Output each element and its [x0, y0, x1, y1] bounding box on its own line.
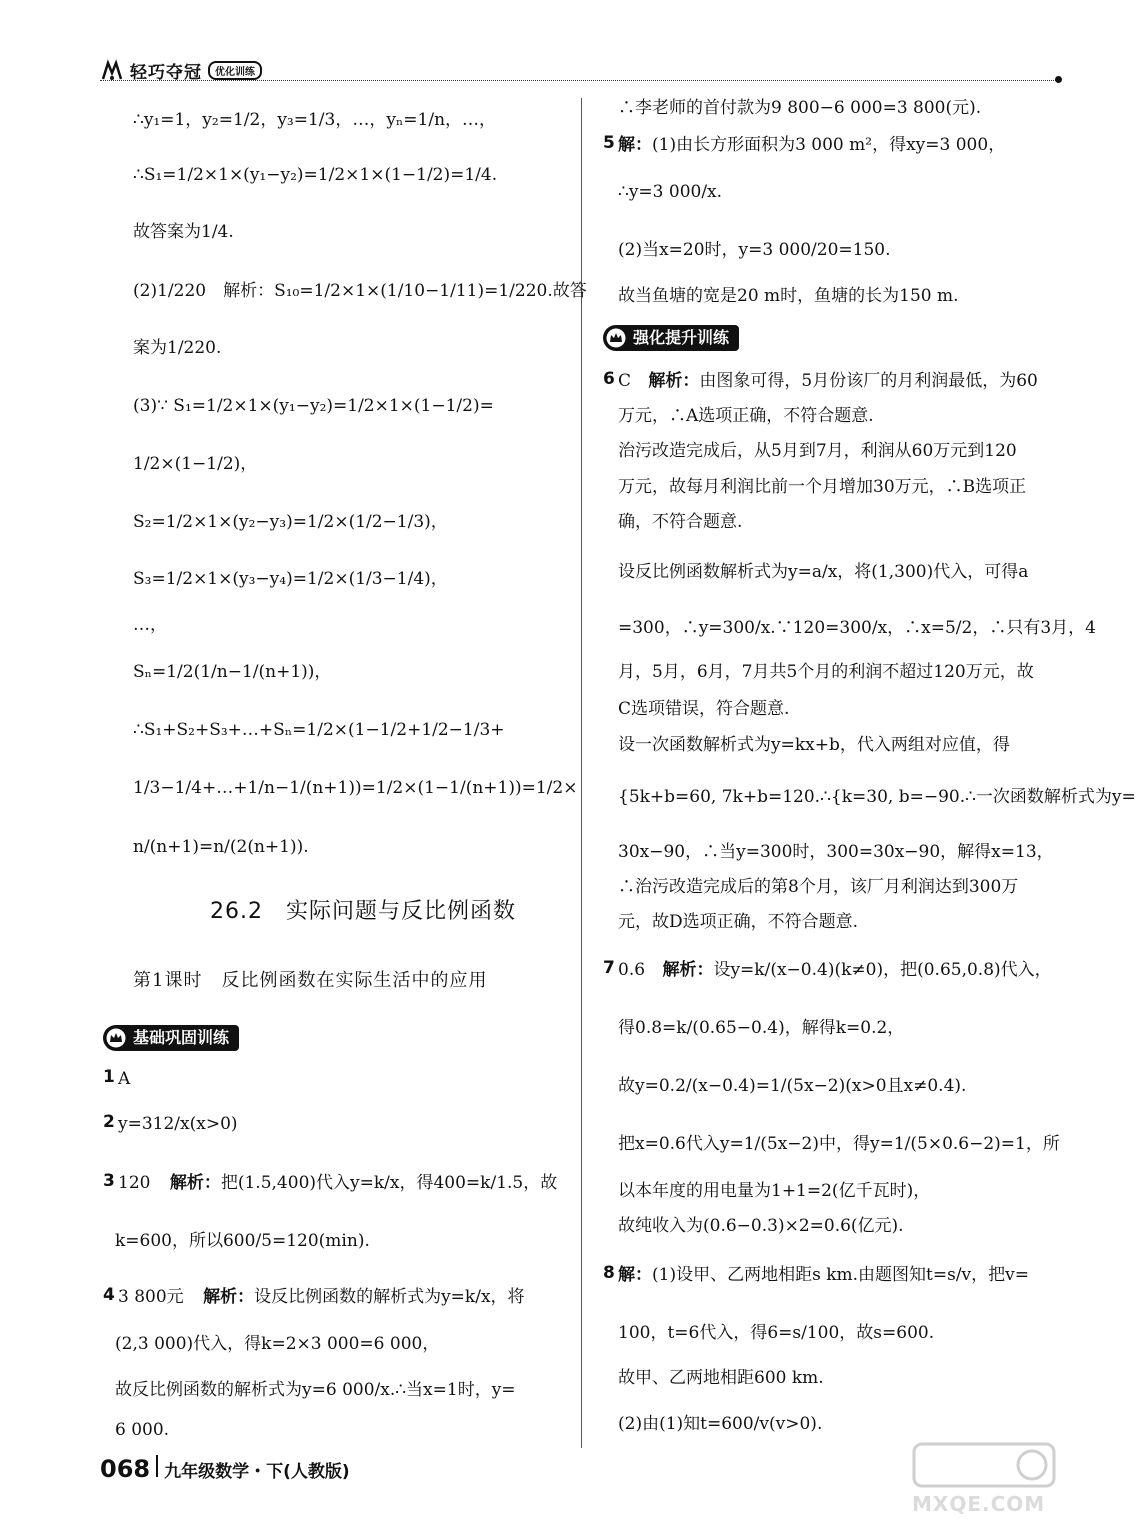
text-line: 确，不符合题意. — [618, 512, 743, 532]
text-line: n/(n+1)=n/(2(n+1)). — [133, 837, 309, 857]
tag-advanced-training — [603, 325, 739, 351]
answer-text: 把(1.5,400)代入y=k/x，得400=k/1.5，故 — [220, 1173, 558, 1193]
answer-value: 120 — [118, 1173, 151, 1193]
answer-number: 8 — [603, 1263, 615, 1283]
text-line: 得0.8=k/(0.65−0.4)，解得k=0.2， — [618, 1018, 905, 1038]
header-rule — [100, 80, 1060, 81]
answer-head — [118, 1171, 557, 1195]
text-line: ∴S₁+S₂+S₃+…+Sₙ=1/2×(1−1/2+1/2−1/3+ — [133, 720, 505, 740]
answer-head — [118, 1285, 525, 1309]
text-line: (2)1/220 解析：S₁₀=1/2×1×(1/10−1/11)=1/220.故答 — [133, 281, 587, 301]
text-line: 故答案为1/4. — [133, 222, 234, 242]
answer-number: 2 — [103, 1112, 115, 1132]
answer-head — [618, 369, 1038, 393]
text-line: k=600，所以600/5=120(min). — [115, 1231, 370, 1251]
lesson-title: 第1课时 反比例函数在实际生活中的应用 — [133, 970, 488, 991]
answer-text: 设y=k/(x−0.4)(k≠0)，把(0.65,0.8)代入， — [713, 960, 1052, 980]
tag-label: 强化提升训练 — [633, 328, 730, 347]
text-line: …， — [133, 615, 167, 635]
page-number: 068 — [100, 1455, 151, 1483]
answer-text: (1)由长方形面积为3 000 m²，得xy=3 000， — [652, 135, 1006, 155]
answer-number: 7 — [603, 958, 615, 978]
text-line: C选项错误，符合题意. — [618, 699, 790, 719]
text-line: ∴治污改造完成后的第8个月，该厂月利润达到300万 — [618, 877, 1019, 897]
text-line: 万元，∴A选项正确，不符合题意. — [618, 406, 874, 426]
text-line: 故当鱼塘的宽是20 m时，鱼塘的长为150 m. — [618, 286, 959, 306]
watermark-logo-icon — [912, 1440, 1062, 1490]
footer-divider — [156, 1455, 158, 1477]
crown-icon — [606, 328, 626, 348]
text-line: 万元，故每月利润比前一个月增加30万元，∴B选项正 — [618, 477, 1027, 497]
text-line: 1/3−1/4+…+1/n−1/(n+1))=1/2×(1−1/(n+1))=1/2× — [133, 778, 578, 798]
answer-text: A — [118, 1069, 131, 1089]
text-line: 月，5月，6月，7月共5个月的利润不超过120万元，故 — [618, 662, 1034, 682]
answer-text: (1)设甲、乙两地相距s km.由题图知t=s/v，把v= — [652, 1265, 1030, 1285]
text-line: ∴y=3 000/x. — [618, 182, 723, 202]
section-title: 26.2 实际问题与反比例函数 — [210, 899, 516, 924]
answer-number: 1 — [103, 1067, 115, 1087]
answer-value: 0.6 — [618, 960, 646, 980]
text-line: 30x−90，∴当y=300时，300=30x−90，解得x=13， — [618, 842, 1054, 862]
text-line: 治污改造完成后，从5月到7月，利润从60万元到120 — [618, 441, 1017, 461]
text-line: (3)∵ S₁=1/2×1×(y₁−y₂)=1/2×1×(1−1/2)= — [133, 396, 494, 416]
answer-head — [618, 958, 1052, 982]
header-dot — [1055, 76, 1062, 83]
page-header — [100, 58, 1060, 86]
book-title: 九年级数学・下(人教版) — [164, 1462, 350, 1482]
solution-keyword: 解： — [618, 135, 652, 155]
text-line: 1/2×(1−1/2)， — [133, 454, 258, 474]
text-line: 故y=0.2/(x−0.4)=1/(5x−2)(x>0且x≠0.4). — [618, 1076, 967, 1096]
answer-value: 3 800元 — [118, 1287, 184, 1307]
tag-label: 基础巩固训练 — [133, 1028, 230, 1047]
text-line: =300，∴y=300/x.∵120=300/x，∴x=5/2，∴只有3月，4 — [618, 618, 1096, 638]
answer-head — [618, 1263, 1029, 1287]
text-line: 元，故D选项正确，不符合题意. — [618, 912, 859, 932]
watermark-text: MXQE.COM — [912, 1492, 1046, 1516]
text-line: 设反比例函数解析式为y=a/x，将(1,300)代入，可得a — [618, 562, 1029, 582]
brand-subtitle: 优化训练 — [208, 61, 262, 80]
tag-basic-training — [103, 1025, 239, 1051]
answer-head — [618, 133, 1005, 157]
text-line: 故反比例函数的解析式为y=6 000/x.∴当x=1时，y= — [115, 1380, 516, 1400]
text-line: (2)由(1)知t=600/v(v>0). — [618, 1414, 823, 1434]
answer-number: 3 — [103, 1171, 115, 1191]
analysis-keyword: 解析： — [169, 1173, 221, 1193]
analysis-keyword: 解析： — [648, 371, 700, 391]
brand-logo-icon — [100, 59, 124, 83]
solution-keyword: 解： — [618, 1265, 652, 1285]
text-line: 把x=0.6代入y=1/(5x−2)中，得y=1/(5×0.6−2)=1，所 — [618, 1134, 1060, 1154]
answer-text: 设反比例函数的解析式为y=k/x，将 — [254, 1287, 525, 1307]
answer-value: C — [618, 371, 632, 391]
crown-icon — [106, 1028, 126, 1048]
answer-text: 由图象可得，5月份该厂的月利润最低，为60 — [699, 371, 1038, 391]
answer-text: y=312/x(x>0) — [118, 1114, 238, 1134]
analysis-keyword: 解析： — [662, 960, 714, 980]
text-line: {5k+b=60, 7k+b=120.∴{k=30, b=−90.∴一次函数解析式为y= — [618, 787, 1136, 807]
text-line: ∴y₁=1，y₂=1/2，y₃=1/3，…，yₙ=1/n，…， — [133, 110, 497, 130]
text-line: ∴S₁=1/2×1×(y₁−y₂)=1/2×1×(1−1/2)=1/4. — [133, 165, 498, 185]
text-line: S₃=1/2×1×(y₃−y₄)=1/2×(1/3−1/4)， — [133, 569, 448, 589]
text-line: 案为1/220. — [133, 338, 222, 358]
text-line: 100，t=6代入，得6=s/100，故s=600. — [618, 1323, 935, 1343]
text-line: 设一次函数解析式为y=kx+b，代入两组对应值，得 — [618, 735, 1010, 755]
answer-number: 5 — [603, 133, 615, 153]
text-line: 故甲、乙两地相距600 km. — [618, 1368, 824, 1388]
answer-number: 6 — [603, 369, 615, 389]
text-line: ∴李老师的首付款为9 800−6 000=3 800(元). — [618, 98, 982, 118]
answer-number: 4 — [103, 1285, 115, 1305]
page-footer — [100, 1455, 350, 1483]
watermark — [912, 1440, 1062, 1530]
analysis-keyword: 解析： — [203, 1287, 255, 1307]
text-line: 6 000. — [115, 1420, 170, 1440]
text-line: 以本年度的用电量为1+1=2(亿千瓦时)， — [618, 1181, 931, 1201]
text-line: (2)当x=20时，y=3 000/20=150. — [618, 240, 891, 260]
text-line: (2,3 000)代入，得k=2×3 000=6 000， — [115, 1334, 440, 1354]
text-line: 故纯收入为(0.6−0.3)×2=0.6(亿元). — [618, 1216, 904, 1236]
brand-name: 轻巧夺冠 — [130, 63, 202, 83]
text-line: Sₙ=1/2(1/n−1/(n+1))， — [133, 662, 332, 682]
text-line: S₂=1/2×1×(y₂−y₃)=1/2×(1/2−1/3)， — [133, 512, 448, 532]
